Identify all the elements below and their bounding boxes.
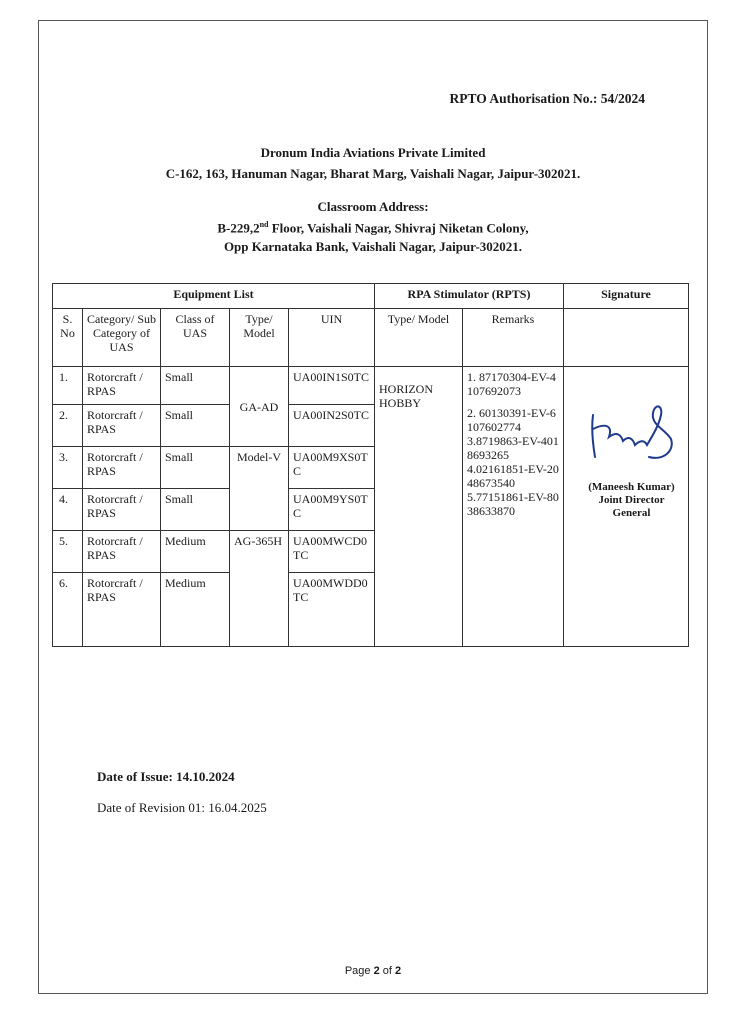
document-page [38, 20, 708, 994]
table-row: 5. Rotorcraft / RPAS Medium AG-365H UA00MWCD0TC [53, 531, 689, 573]
group-header-row [53, 284, 689, 309]
company-address: C-162, 163, Hanuman Nagar, Bharat Marg, Vaishali Nagar, Jaipur-302021. [165, 166, 581, 181]
equipment-list-header: Equipment List [53, 284, 375, 309]
table-row: 1. Rotorcraft / RPAS Small GA-AD UA00IN1S0TC HORIZON HOBBY 1. 87170304-EV-4107692073 2. 60130391-EV-6107602774 3.8719863-EV-4018693265 4.02161851-EV-2048673540 5.77151861-EV-8038633870 [53, 367, 689, 405]
company-name: Dronum India Aviations Private Limited [260, 145, 486, 160]
signature-header: Signature [564, 284, 689, 309]
table-row: 6. Rotorcraft / RPAS Medium UA00MWDD0TC [53, 573, 689, 647]
date-of-issue: Date of Issue: 14.10.2024 [97, 769, 235, 784]
signatory-name: (Maneesh Kumar) [588, 481, 675, 493]
col-class: Class of UAS [161, 309, 230, 367]
col-signature [564, 309, 689, 367]
column-header-row [53, 309, 689, 367]
table-row: 2. Rotorcraft / RPAS Small UA00IN2S0TC [53, 405, 689, 447]
col-type-model: Type/ Model [230, 309, 289, 367]
col-category: Category/ Sub Category of UAS [83, 309, 161, 367]
signatory-title: Joint Director [598, 494, 665, 506]
classroom-address-line2: Opp Karnataka Bank, Vaishali Nagar, Jaipur-302021. [223, 239, 523, 254]
rpts-model: HORIZON HOBBY [375, 367, 463, 647]
classroom-address-line1: B-229,2nd Floor, Vaishali Nagar, Shivraj Niketan Colony, [217, 220, 529, 236]
col-remarks: Remarks [463, 309, 564, 367]
table-row: 4. Rotorcraft / RPAS Small UA00M9YS0TC [53, 489, 689, 531]
authorisation-number: RPTO Authorisation No.: 54/2024 [449, 91, 645, 106]
signatory [564, 481, 699, 520]
date-of-revision: Date of Revision 01: 16.04.2025 [97, 800, 267, 815]
remarks-cell: 1. 87170304-EV-4107692073 2. 60130391-EV-6107602774 3.8719863-EV-4018693265 4.02161851-EV-2048673540 5.77151861-EV-8038633870 [463, 367, 564, 647]
col-rpts-type-model: Type/ Model [375, 309, 463, 367]
col-uin: UIN [289, 309, 375, 367]
rpts-header: RPA Stimulator (RPTS) [375, 284, 564, 309]
signatory-title-2: General [612, 507, 651, 519]
handwritten-signature [579, 395, 679, 475]
table-row: 3. Rotorcraft / RPAS Small Model-V UA00M9XS0TC [53, 447, 689, 489]
model-ag-365h: AG-365H [230, 531, 289, 647]
classroom-title: Classroom Address: [317, 199, 429, 214]
model-ga-ad: GA-AD [230, 367, 289, 447]
model-v: Model-V [230, 447, 289, 531]
page-number: Page 2 of 2 [344, 965, 402, 977]
col-sno: S. No [53, 309, 83, 367]
